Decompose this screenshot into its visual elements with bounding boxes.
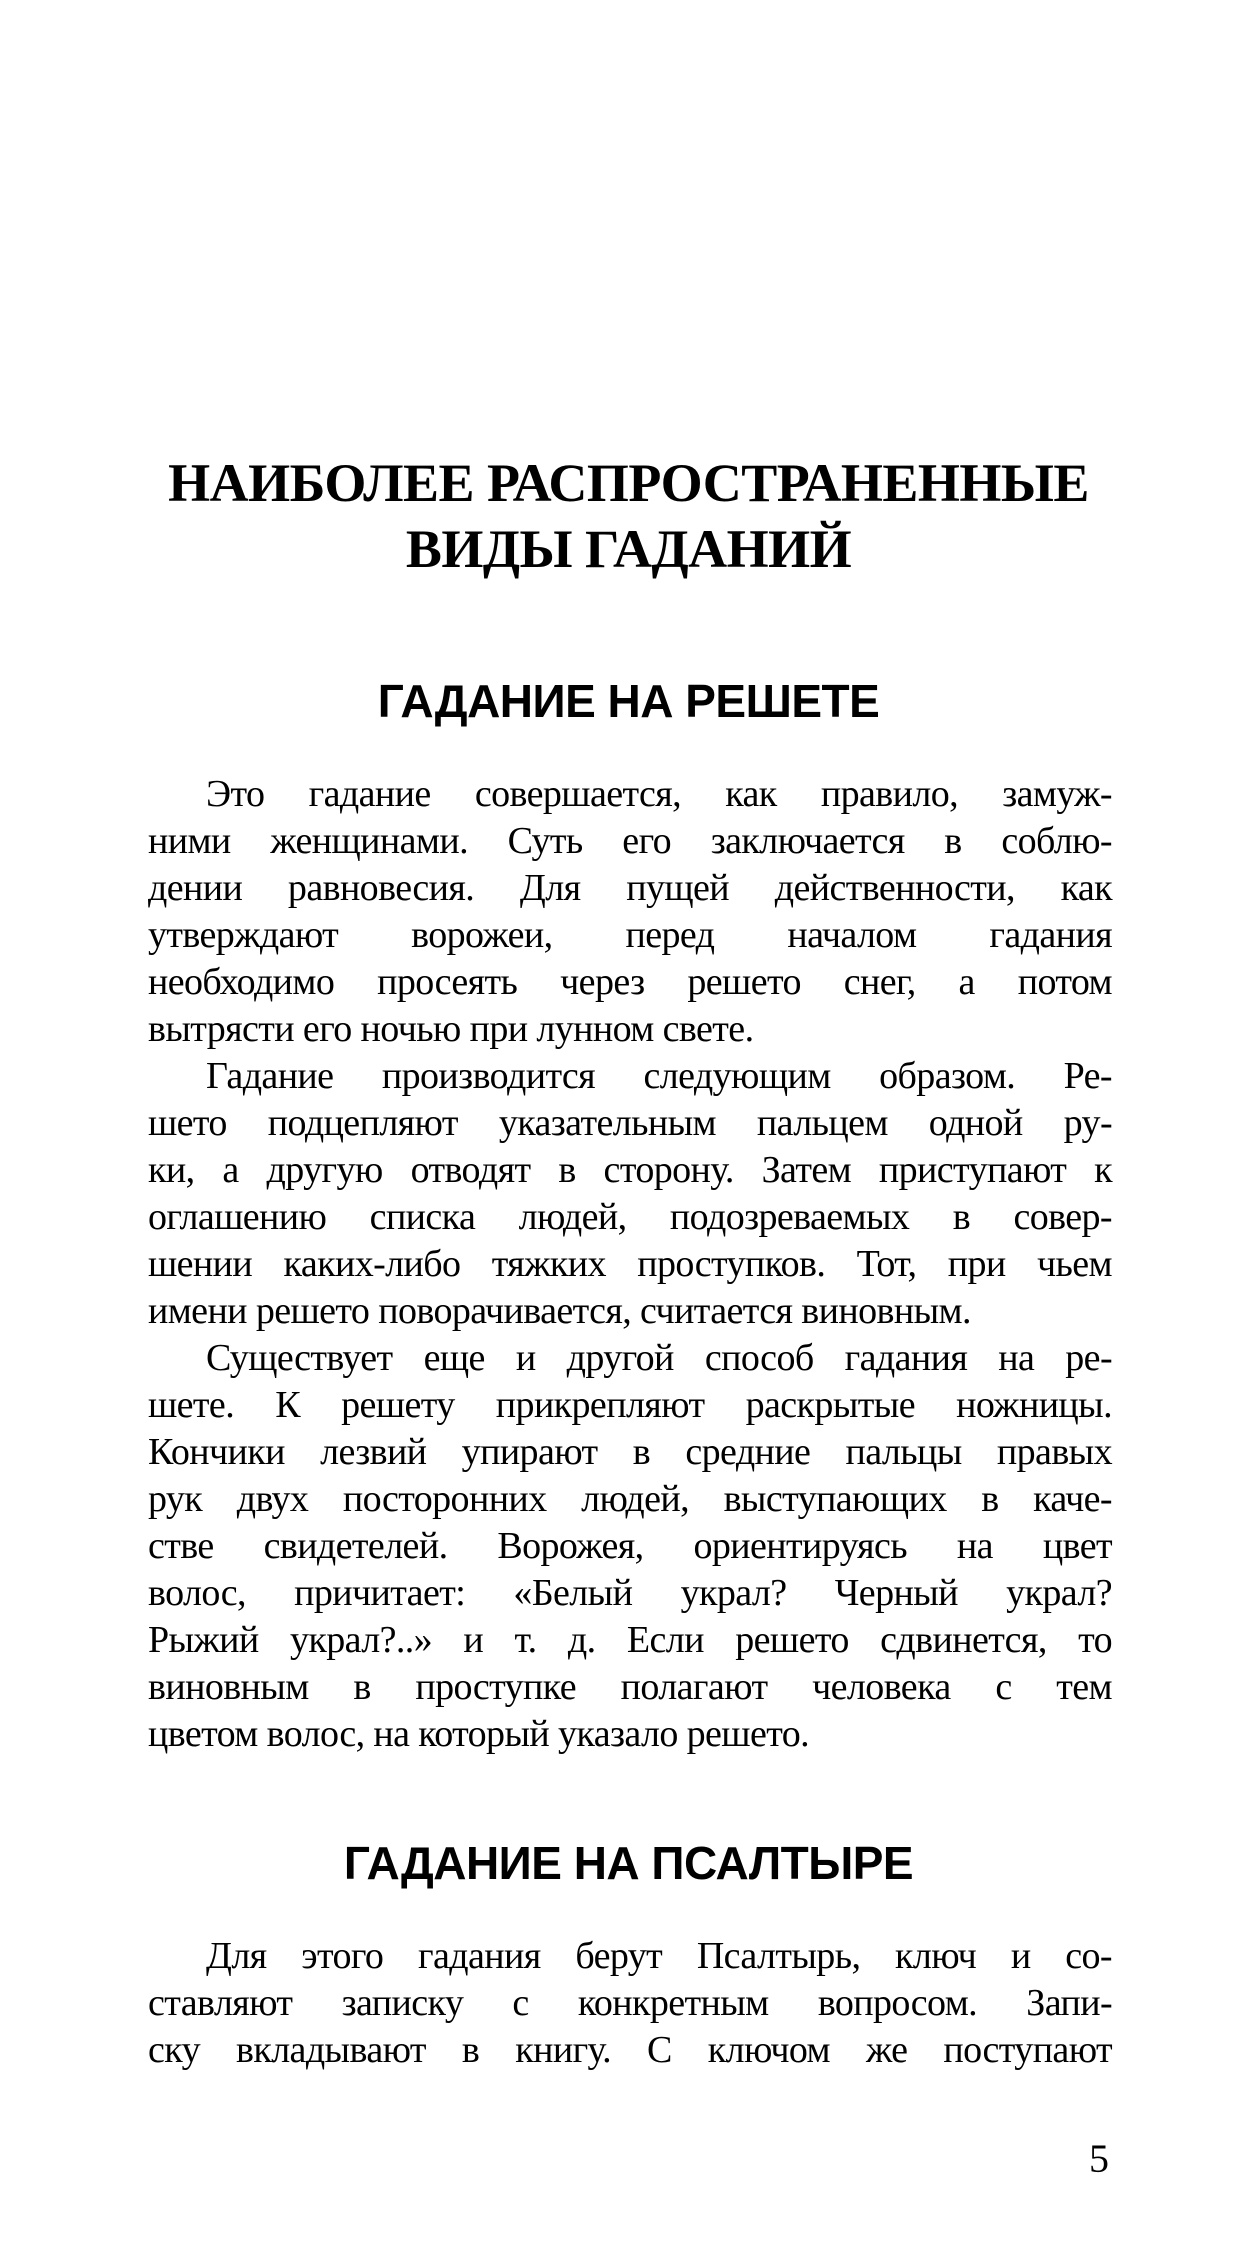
chapter-title-line-2: ВИДЫ ГАДАНИЙ: [405, 519, 852, 579]
text-line: ску вкладывают в книгу. С ключом же поступают: [148, 2029, 1112, 2071]
text-line: Это гадание совершается, как правило, замуж-: [206, 773, 1112, 815]
text-line: дении равновесия. Для пущей действенности, как: [148, 867, 1112, 909]
chapter-title-line-1: НАИБОЛЕЕ РАСПРОСТРАНЕННЫЕ: [168, 453, 1089, 513]
text-line: утверждают ворожеи, перед началом гадания: [148, 914, 1112, 956]
section-text-psalter: [148, 1933, 1112, 2074]
text-line: необходимо просеять через решето снег, а потом: [148, 961, 1112, 1003]
text-line: оглашению списка людей, подозреваемых в совер-: [148, 1196, 1112, 1238]
section-heading-psalter: ГАДАНИЕ НА ПСАЛТЫРЕ: [343, 1837, 914, 1889]
text-line: цветом волос, на который указало решето.: [148, 1713, 810, 1755]
text-line: ки, а другую отводят в сторону. Затем приступают к: [148, 1149, 1112, 1191]
text-line: Существует еще и другой способ гадания на ре-: [206, 1337, 1112, 1379]
text-line: шении каких-либо тяжких проступков. Тот, при чьем: [148, 1243, 1112, 1285]
text-line: вытрясти его ночью при лунном свете.: [148, 1008, 754, 1050]
text-line: ними женщинами. Суть его заключается в соблю-: [148, 820, 1112, 862]
text-line: Гадание производится следующим образом. Ре-: [206, 1055, 1112, 1097]
text-line: Рыжий украл?..» и т. д. Если решето сдвинется, то: [148, 1619, 1112, 1661]
text-line: шете. К решету прикрепляют раскрытые ножницы.: [148, 1384, 1112, 1426]
text-line: стве свидетелей. Ворожея, ориентируясь на цвет: [148, 1525, 1112, 1567]
text-line: Для этого гадания берут Псалтырь, ключ и со-: [206, 1935, 1112, 1977]
page-number: 5: [1089, 2136, 1109, 2181]
section-heading-sieve: ГАДАНИЕ НА РЕШЕТЕ: [377, 675, 880, 727]
text-line: волос, причитает: «Белый украл? Черный украл?: [148, 1572, 1112, 1614]
text-line: имени решето поворачивается, считается виновным.: [148, 1290, 971, 1332]
text-line: шето подцепляют указательным пальцем одной ру-: [148, 1102, 1112, 1144]
section-text-sieve: [148, 771, 1112, 1758]
chapter-title: [100, 450, 1157, 582]
text-line: Кончики лезвий упирают в средние пальцы правых: [148, 1431, 1112, 1473]
text-line: ставляют записку с конкретным вопросом. Запи-: [148, 1982, 1112, 2024]
text-line: виновным в проступке полагают человека с тем: [148, 1666, 1112, 1708]
text-line: рук двух посторонних людей, выступающих в каче-: [148, 1478, 1112, 1520]
